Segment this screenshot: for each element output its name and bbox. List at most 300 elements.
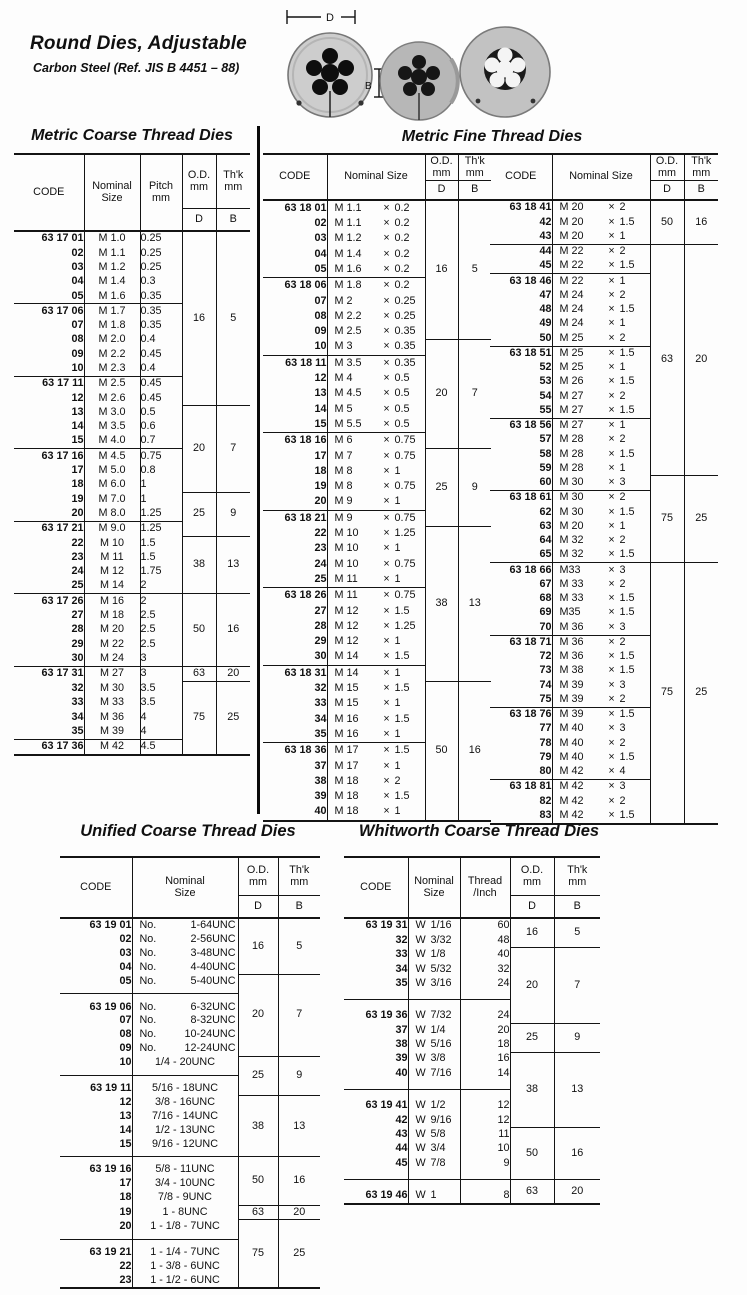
nominal-cell: M 30 × 1.5 [552, 505, 650, 519]
nominal-cell: M 10 × 0.75 [327, 557, 425, 572]
unified-title: Unified Coarse Thread Dies [80, 822, 296, 840]
code-cell: 63 17 16 [14, 449, 84, 464]
code-cell: 23 [71, 550, 84, 563]
nominal-cell: M 3.0 [84, 406, 140, 420]
pitch-cell: 0.6 [140, 420, 182, 434]
thk-cell: 20 [216, 666, 250, 681]
nominal-cell: M 39 × 3 [552, 678, 650, 692]
code-cell: 42 [395, 1113, 408, 1126]
table-row [14, 682, 250, 696]
nominal-cell: M 39 [84, 725, 140, 740]
thk-cell: 16 [216, 594, 250, 666]
column-header-code: CODE [14, 154, 84, 231]
code-cell: 63 19 41 [344, 1089, 408, 1113]
thk-cell: 7 [458, 340, 491, 449]
nominal-cell: M 32 × 1.5 [552, 548, 650, 563]
metric-fine-title: Metric Fine Thread Dies [401, 128, 583, 145]
tpi-cell: 8 [460, 1179, 510, 1204]
table-row [60, 1205, 320, 1220]
table-row [14, 231, 250, 246]
nominal-cell: W 1 [408, 1179, 460, 1204]
code-cell: 63 [539, 519, 552, 532]
code-cell: 07 [314, 294, 327, 307]
code-cell: 02 [314, 217, 327, 230]
code-cell: 45 [395, 1156, 408, 1169]
nominal-cell: M 14 × 1.5 [327, 650, 425, 666]
code-cell: 08 [71, 333, 84, 346]
code-cell: 45 [539, 259, 552, 272]
nominal-cell: M 18 × 1 [327, 805, 425, 821]
column-subheader-thk_sub: B [554, 896, 600, 919]
code-cell: 10 [71, 361, 84, 374]
nominal-cell: M 39 × 1.5 [552, 707, 650, 722]
nominal-cell: 1 - 1/4 - 7UNC [132, 1239, 238, 1259]
code-cell: 38 [395, 1038, 408, 1051]
od-cell: 50 [510, 1128, 554, 1180]
die-photos [275, 5, 560, 123]
code-cell: 72 [539, 650, 552, 663]
code-cell: 35 [395, 976, 408, 989]
code-cell: 18 [314, 464, 327, 477]
metric-coarse-table [14, 153, 250, 756]
od-cell: 75 [650, 476, 684, 563]
table-row [60, 918, 320, 933]
code-cell: 63 17 01 [41, 232, 84, 245]
code-cell: 27 [71, 609, 84, 622]
code-cell: 19 [119, 1205, 132, 1218]
nominal-cell: M 25 × 2 [552, 331, 650, 346]
code-cell: 07 [119, 1014, 132, 1027]
nominal-cell: M 2.0 [84, 333, 140, 347]
code-cell: 19 [314, 480, 327, 493]
column-header-code: CODE [60, 857, 132, 918]
nominal-cell: M 40 × 3 [552, 722, 650, 736]
metric-fine-table-right [490, 153, 718, 825]
code-cell: 75 [539, 692, 552, 705]
nominal-cell: M 2.2 × 0.25 [327, 309, 425, 324]
nominal-cell: No. 8-32UNC [132, 1014, 238, 1028]
code-cell: 12 [119, 1095, 132, 1108]
thk-cell: 25 [684, 476, 718, 563]
code-cell: 03 [119, 946, 132, 959]
code-cell: 44 [395, 1142, 408, 1155]
column-header-od: O.D. mm [650, 154, 684, 181]
table-row [344, 1179, 600, 1204]
code-cell: 79 [539, 750, 552, 763]
nominal-cell: M33 × 3 [552, 563, 650, 578]
nominal-cell: No. 2-56UNC [132, 933, 238, 947]
code-cell: 33 [314, 697, 327, 710]
od-cell: 38 [238, 1096, 278, 1157]
od-cell: 25 [510, 1023, 554, 1052]
code-cell: 70 [539, 620, 552, 633]
pitch-cell: 0.4 [140, 333, 182, 347]
nominal-cell: M 6 × 0.75 [327, 433, 425, 449]
page-subtitle: Carbon Steel (Ref. JIS B 4451 – 88) [33, 61, 240, 75]
nominal-cell: M 18 × 2 [327, 774, 425, 789]
pitch-cell: 0.35 [140, 304, 182, 319]
nominal-cell: M 33 × 1.5 [552, 592, 650, 606]
nominal-cell: W 1/4 [408, 1023, 460, 1037]
code-cell: 27 [314, 604, 327, 617]
table-row [60, 1056, 320, 1075]
table-row [60, 1220, 320, 1239]
pitch-cell: 2.5 [140, 637, 182, 651]
nominal-cell: M 36 × 1.5 [552, 650, 650, 664]
code-cell: 23 [314, 542, 327, 555]
page-title: Round Dies, Adjustable [30, 33, 247, 54]
nominal-cell: M 1.2 [84, 261, 140, 275]
thk-cell: 13 [554, 1052, 600, 1128]
od-cell: 38 [182, 536, 216, 594]
column-subheader-od_sub: D [425, 181, 458, 201]
nominal-cell: No. 12-24UNC [132, 1042, 238, 1056]
nominal-cell: W 5/16 [408, 1038, 460, 1052]
column-header-thk: Th'k mm [554, 857, 600, 896]
nominal-cell: M 22 × 1.5 [552, 259, 650, 274]
code-cell: 10 [314, 340, 327, 353]
nominal-cell: M 30 × 3 [552, 476, 650, 491]
code-cell: 09 [314, 325, 327, 338]
nominal-cell: M 22 [84, 637, 140, 651]
nominal-cell: M 5.5 × 0.5 [327, 417, 425, 433]
code-cell: 63 19 16 [60, 1157, 132, 1177]
pitch-cell: 0.4 [140, 362, 182, 377]
code-cell: 53 [539, 375, 552, 388]
nominal-cell: W 3/32 [408, 933, 460, 947]
code-cell: 04 [71, 275, 84, 288]
code-cell: 08 [119, 1028, 132, 1041]
column-subheader-od_sub: D [182, 209, 216, 232]
code-cell: 54 [539, 389, 552, 402]
thk-cell: 25 [278, 1220, 320, 1289]
nominal-cell: W 7/16 [408, 1067, 460, 1090]
nominal-cell: 5/8 - 11UNC [132, 1157, 238, 1177]
code-cell: 20 [119, 1220, 132, 1233]
code-cell: 65 [539, 548, 552, 561]
thk-cell: 9 [278, 1056, 320, 1096]
nominal-cell: M 25 × 1.5 [552, 346, 650, 361]
table-row [60, 1096, 320, 1110]
nominal-cell: M 1.1 × 0.2 [327, 216, 425, 231]
nominal-cell: W 7/8 [408, 1156, 460, 1179]
code-cell: 63 18 41 [509, 201, 552, 214]
code-cell: 82 [539, 794, 552, 807]
od-cell: 63 [510, 1179, 554, 1204]
nominal-cell: M 2.2 [84, 347, 140, 361]
nominal-cell: M 1.1 [84, 246, 140, 260]
thk-cell: 25 [684, 563, 718, 824]
nominal-cell: W 1/8 [408, 948, 460, 962]
metric-fine-table-left-container [263, 153, 491, 822]
code-cell: 63 17 06 [14, 304, 84, 319]
nominal-cell: M 30 [84, 682, 140, 696]
code-cell: 49 [539, 317, 552, 330]
thk-cell: 5 [554, 918, 600, 948]
nominal-cell: M 42 × 1.5 [552, 809, 650, 824]
code-cell: 17 [119, 1177, 132, 1190]
code-cell: 24 [314, 557, 327, 570]
pitch-cell: 0.35 [140, 319, 182, 333]
code-cell: 67 [539, 577, 552, 590]
table-row [14, 492, 250, 506]
nominal-cell: M 28 × 2 [552, 433, 650, 447]
nominal-cell: M 20 × 1.5 [552, 215, 650, 229]
column-header-nominal: Nominal Size [552, 154, 650, 200]
code-cell: 63 19 36 [344, 999, 408, 1023]
od-cell: 16 [182, 231, 216, 406]
code-cell: 63 19 01 [89, 919, 132, 932]
dimension-b-label: B [365, 81, 372, 92]
code-cell: 40 [314, 805, 327, 818]
nominal-cell: M 9 × 1 [327, 495, 425, 511]
od-cell: 50 [238, 1157, 278, 1205]
od-cell: 25 [182, 492, 216, 536]
pitch-cell: 4 [140, 710, 182, 724]
code-cell: 63 19 11 [60, 1075, 132, 1095]
code-cell: 34 [395, 962, 408, 975]
code-cell: 60 [539, 476, 552, 489]
nominal-cell: M 1.8 [84, 319, 140, 333]
tpi-cell: 10 [460, 1142, 510, 1156]
table-row [60, 1157, 320, 1177]
nominal-cell: M 4 × 0.5 [327, 371, 425, 386]
nominal-cell: M 42 [84, 739, 140, 755]
nominal-cell: M 8.0 [84, 507, 140, 522]
code-cell: 63 18 76 [490, 707, 552, 722]
code-cell: 22 [314, 527, 327, 540]
nominal-cell: M 2.3 [84, 362, 140, 377]
nominal-cell: M 27 × 1 [552, 418, 650, 433]
nominal-cell: M 11 × 1 [327, 572, 425, 588]
column-subheader-thk_sub: B [278, 896, 320, 919]
tpi-cell: 12 [460, 1089, 510, 1113]
thk-cell: 9 [458, 449, 491, 526]
od-cell: 63 [238, 1205, 278, 1220]
pitch-cell: 0.25 [140, 231, 182, 246]
code-cell: 14 [71, 420, 84, 433]
code-cell: 63 18 81 [490, 780, 552, 795]
code-cell: 63 18 46 [490, 274, 552, 289]
nominal-cell: M 42 × 2 [552, 794, 650, 808]
pitch-cell: 3.5 [140, 682, 182, 696]
pitch-cell: 1.25 [140, 507, 182, 522]
od-cell: 50 [650, 200, 684, 244]
nominal-cell: M 3 × 0.35 [327, 340, 425, 356]
code-cell: 30 [71, 651, 84, 664]
code-cell: 25 [71, 579, 84, 592]
nominal-cell: M 16 × 1 [327, 727, 425, 743]
nominal-cell: M35 × 1.5 [552, 606, 650, 620]
thk-cell: 20 [684, 244, 718, 476]
code-cell: 40 [395, 1066, 408, 1079]
tpi-cell: 9 [460, 1156, 510, 1179]
nominal-cell: M 24 × 2 [552, 289, 650, 303]
nominal-cell: M 20 × 1 [552, 520, 650, 534]
unified-table [60, 856, 320, 1289]
code-cell: 63 18 61 [490, 491, 552, 506]
column-subheader-od_sub: D [510, 896, 554, 919]
code-cell: 02 [71, 246, 84, 259]
pitch-cell: 2 [140, 594, 182, 609]
pitch-cell: 0.8 [140, 464, 182, 478]
code-cell: 63 18 26 [263, 588, 327, 604]
metric-fine-table-right-container [490, 153, 718, 825]
column-subheader-thk_sub: B [458, 181, 491, 201]
code-cell: 63 19 21 [60, 1239, 132, 1259]
code-cell: 34 [314, 712, 327, 725]
nominal-cell: M 14 [84, 579, 140, 594]
nominal-cell: M 8 × 0.75 [327, 479, 425, 494]
die-photo-3 [460, 27, 550, 117]
od-cell: 63 [182, 666, 216, 681]
metric-coarse-table-container [14, 153, 250, 756]
code-cell: 63 18 31 [263, 665, 327, 681]
nominal-cell: M 12 × 1 [327, 634, 425, 649]
nominal-cell: M 6.0 [84, 478, 140, 492]
nominal-cell: No. 10-24UNC [132, 1028, 238, 1042]
nominal-cell: M 33 [84, 696, 140, 710]
code-cell: 55 [539, 403, 552, 416]
od-cell: 75 [650, 563, 684, 824]
code-cell: 15 [71, 434, 84, 447]
column-subheader-thk_sub: B [684, 181, 718, 201]
code-cell: 19 [71, 492, 84, 505]
column-header-code: CODE [490, 154, 552, 200]
nominal-cell: M 12 × 1.25 [327, 619, 425, 634]
nominal-cell: M 12 × 1.5 [327, 604, 425, 619]
code-cell: 05 [314, 263, 327, 275]
tpi-cell: 48 [460, 933, 510, 947]
nominal-cell: M 1.1 × 0.2 [327, 200, 425, 216]
nominal-cell: No. 6-32UNC [132, 994, 238, 1014]
tpi-cell: 24 [460, 977, 510, 1000]
whitworth-title: Whitworth Coarse Thread Dies [358, 822, 600, 840]
code-cell: 63 18 21 [263, 510, 327, 526]
column-header-od: O.D. mm [425, 154, 458, 181]
code-cell: 32 [395, 933, 408, 946]
code-cell: 14 [119, 1123, 132, 1136]
code-cell: 10 [119, 1056, 132, 1069]
nominal-cell: M 1.6 × 0.2 [327, 262, 425, 278]
od-cell: 20 [510, 948, 554, 1024]
code-cell: 77 [539, 722, 552, 735]
code-cell: 68 [539, 592, 552, 605]
table-row [490, 200, 718, 215]
pitch-cell: 2 [140, 579, 182, 594]
od-cell: 20 [182, 406, 216, 493]
nominal-cell: M 42 × 4 [552, 765, 650, 780]
code-cell: 35 [71, 724, 84, 737]
column-header-od: O.D. mm [510, 857, 554, 896]
code-cell: 63 18 01 [284, 201, 327, 214]
nominal-cell: M 27 × 2 [552, 389, 650, 403]
nominal-cell: M 38 × 1.5 [552, 664, 650, 678]
nominal-cell: M 5.0 [84, 464, 140, 478]
table-row [263, 340, 491, 356]
code-cell: 48 [539, 303, 552, 316]
nominal-cell: 9/16 - 12UNC [132, 1137, 238, 1156]
nominal-cell: M 12 [84, 565, 140, 579]
pitch-cell: 1.5 [140, 551, 182, 565]
pitch-cell: 0.25 [140, 246, 182, 260]
column-header-thk: Th'k mm [684, 154, 718, 181]
thk-cell: 9 [554, 1023, 600, 1052]
pitch-cell: 4.5 [140, 739, 182, 755]
pitch-cell: 4 [140, 725, 182, 740]
code-cell: 18 [71, 478, 84, 491]
metric-fine-table-left [263, 153, 491, 822]
thk-cell: 16 [458, 681, 491, 821]
tpi-cell: 12 [460, 1113, 510, 1127]
nominal-cell: W 7/32 [408, 999, 460, 1023]
table-row [14, 406, 250, 420]
code-cell: 34 [71, 710, 84, 723]
code-cell: 59 [539, 461, 552, 474]
code-cell: 39 [395, 1052, 408, 1065]
whitworth-table-container [344, 856, 600, 1205]
nominal-cell: W 9/16 [408, 1113, 460, 1127]
nominal-cell: M 22 × 1 [552, 274, 650, 289]
code-cell: 04 [119, 960, 132, 973]
table-row [60, 975, 320, 994]
nominal-cell: M 7 × 0.75 [327, 449, 425, 464]
column-header-thk: Th'k mm [216, 154, 250, 209]
code-cell: 18 [119, 1191, 132, 1204]
nominal-cell: No. 1-64UNC [132, 918, 238, 933]
pitch-cell: 1.75 [140, 565, 182, 579]
nominal-cell: M 27 [84, 666, 140, 681]
nominal-cell: M 42 × 3 [552, 780, 650, 795]
thk-cell: 7 [278, 975, 320, 1056]
tpi-cell: 24 [460, 999, 510, 1023]
column-subheader-od_sub: D [650, 181, 684, 201]
od-cell: 50 [182, 594, 216, 666]
od-cell: 50 [425, 681, 458, 821]
nominal-cell: M 18 × 1.5 [327, 789, 425, 804]
nominal-cell: M 1.4 [84, 275, 140, 289]
table-row [490, 563, 718, 578]
code-cell: 80 [539, 765, 552, 778]
nominal-cell: W 3/4 [408, 1142, 460, 1156]
code-cell: 29 [71, 637, 84, 650]
code-cell: 47 [539, 288, 552, 301]
nominal-cell: M 20 [84, 623, 140, 637]
code-cell: 28 [314, 619, 327, 632]
nominal-cell: M 20 × 1 [552, 230, 650, 245]
table-row [263, 200, 491, 216]
tpi-cell: 60 [460, 918, 510, 933]
nominal-cell: M 27 × 1.5 [552, 404, 650, 419]
nominal-cell: M 24 [84, 652, 140, 667]
code-cell: 33 [71, 696, 84, 709]
code-cell: 37 [395, 1023, 408, 1036]
nominal-cell: M 1.4 × 0.2 [327, 247, 425, 262]
code-cell: 15 [314, 417, 327, 430]
code-cell: 83 [539, 808, 552, 821]
nominal-cell: M 20 × 2 [552, 200, 650, 215]
nominal-cell: M 36 [84, 710, 140, 724]
code-cell: 20 [314, 495, 327, 508]
code-cell: 03 [314, 232, 327, 245]
table-row [344, 948, 600, 962]
pitch-cell: 1.5 [140, 536, 182, 550]
nominal-cell: M 40 × 1.5 [552, 751, 650, 765]
nominal-cell: M 22 × 2 [552, 244, 650, 259]
nominal-cell: M 4.5 × 0.5 [327, 387, 425, 402]
tpi-cell: 16 [460, 1052, 510, 1066]
thk-cell: 7 [554, 948, 600, 1024]
